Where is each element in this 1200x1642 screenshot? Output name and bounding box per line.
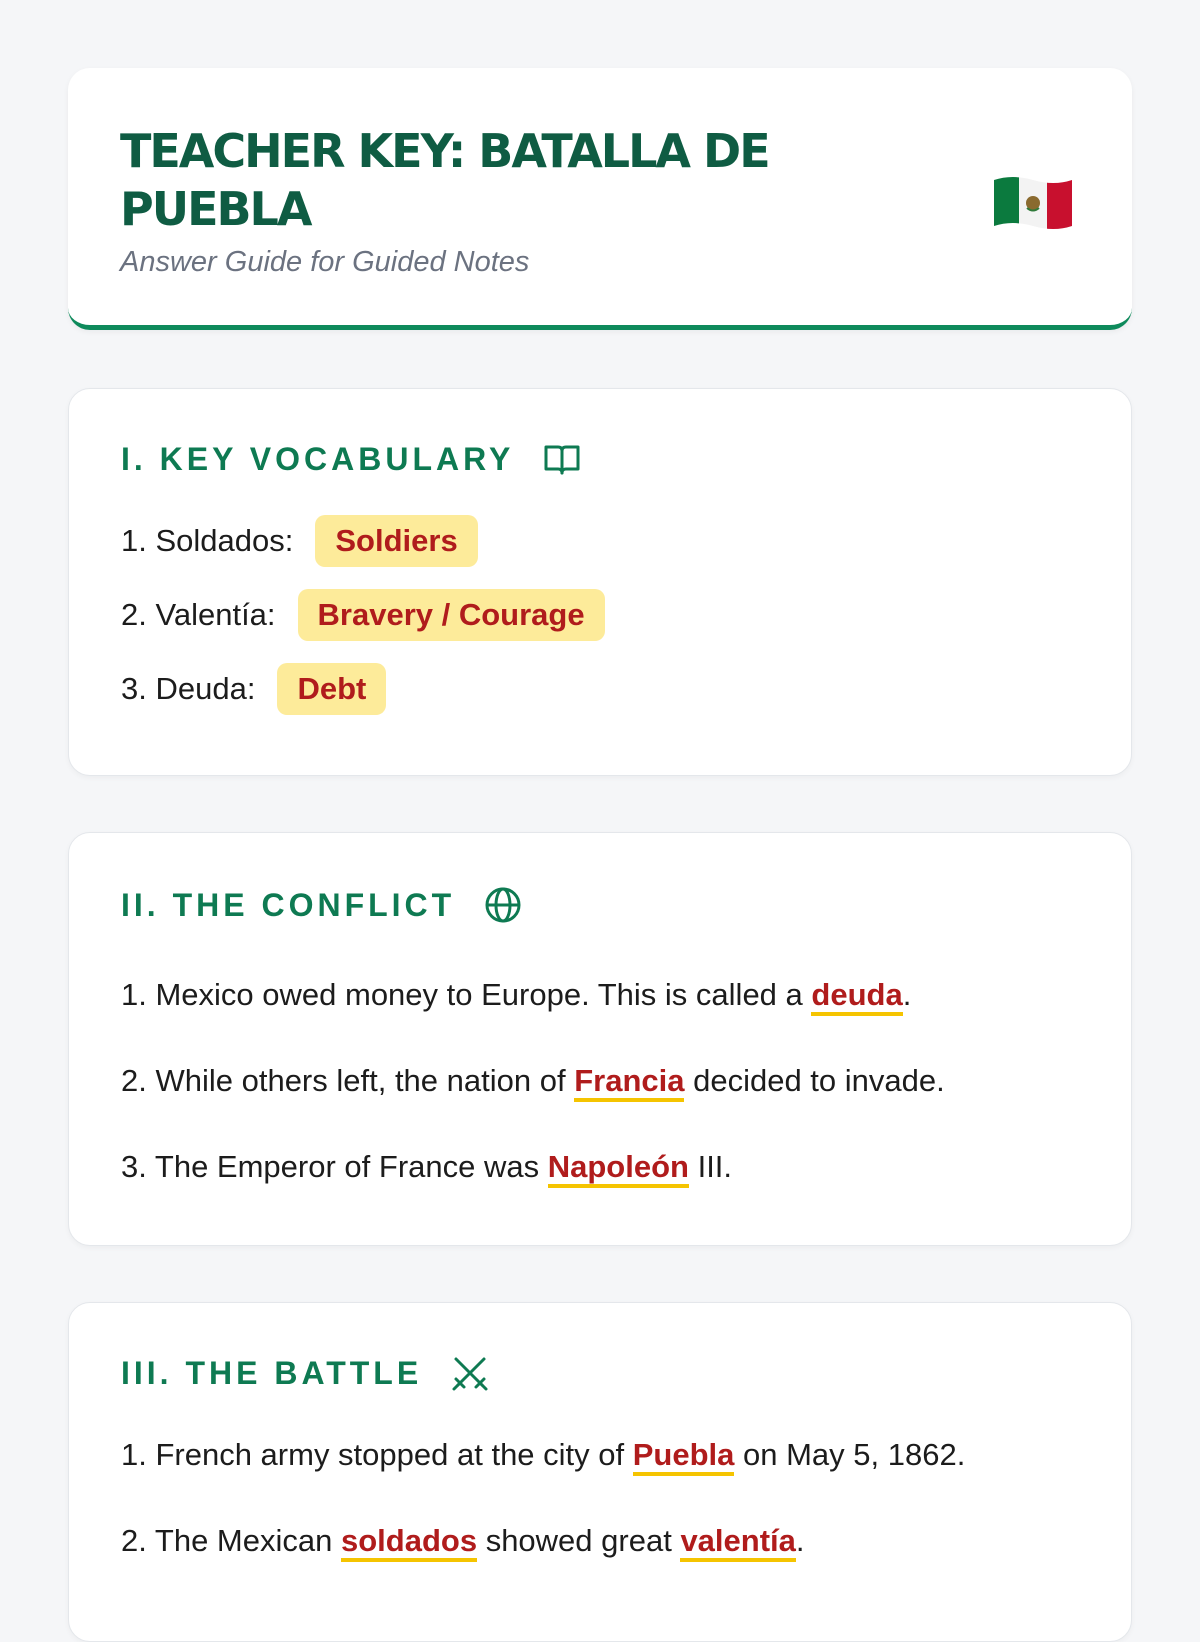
page-subtitle: Answer Guide for Guided Notes (120, 246, 530, 278)
section-heading-conflict (121, 885, 523, 925)
vocab-term: 2. Valentía: (121, 597, 276, 632)
globe-icon (483, 885, 523, 925)
answer-fill: soldados (341, 1523, 477, 1562)
section-heading-vocabulary (121, 439, 582, 479)
battle-card (68, 1302, 1132, 1642)
sentence-text: decided to invade. (684, 1063, 945, 1098)
sentence-text: . (795, 1523, 805, 1558)
sentence-text: III. (688, 1149, 733, 1184)
section-heading-text: III. THE BATTLE (121, 1354, 423, 1391)
vocab-answer: Debt (277, 663, 386, 715)
vocabulary-card (68, 388, 1132, 776)
vocab-item-valentia (121, 589, 605, 641)
answer-fill: Puebla (633, 1437, 735, 1476)
section-heading-text: II. THE CONFLICT (121, 886, 456, 923)
vocab-term: 3. Deuda: (121, 671, 256, 706)
sentence-text: on May 5, 1862. (734, 1437, 966, 1472)
section-heading-text: I. KEY VOCABULARY (121, 440, 515, 477)
vocab-item-soldados (121, 515, 478, 567)
vocab-term: 1. Soldados: (121, 523, 294, 558)
page-title: TEACHER KEY: BATALLA DE PUEBLA (120, 124, 769, 236)
conflict-sentence (121, 1063, 945, 1099)
sentence-text: . (902, 977, 912, 1012)
sentence-text: 1. Mexico owed money to Europe. This is called a (121, 977, 812, 1012)
vocab-answer: Soldiers (315, 515, 477, 567)
sentence-text: 2. While others left, the nation of (121, 1063, 575, 1098)
section-heading-battle (121, 1353, 490, 1393)
answer-fill: Francia (574, 1063, 684, 1102)
vocab-answer: Bravery / Courage (298, 589, 605, 641)
answer-fill: Napoleón (548, 1149, 689, 1188)
header-card (68, 68, 1132, 330)
conflict-card (68, 832, 1132, 1246)
battle-sentence (121, 1437, 965, 1473)
vocab-item-deuda (121, 663, 386, 715)
battle-sentence (121, 1523, 805, 1559)
sentence-text: 3. The Emperor of France was (121, 1149, 548, 1184)
conflict-sentence (121, 1149, 732, 1185)
sentence-text: showed great (477, 1523, 681, 1558)
sentence-text: 2. The Mexican (121, 1523, 341, 1558)
conflict-sentence (121, 977, 911, 1013)
answer-fill: deuda (811, 977, 902, 1016)
sentence-text: 1. French army stopped at the city of (121, 1437, 633, 1472)
crossed-swords-icon (450, 1353, 490, 1393)
open-book-icon (542, 439, 582, 479)
mexico-flag-icon (990, 172, 1076, 234)
answer-fill: valentía (680, 1523, 795, 1562)
